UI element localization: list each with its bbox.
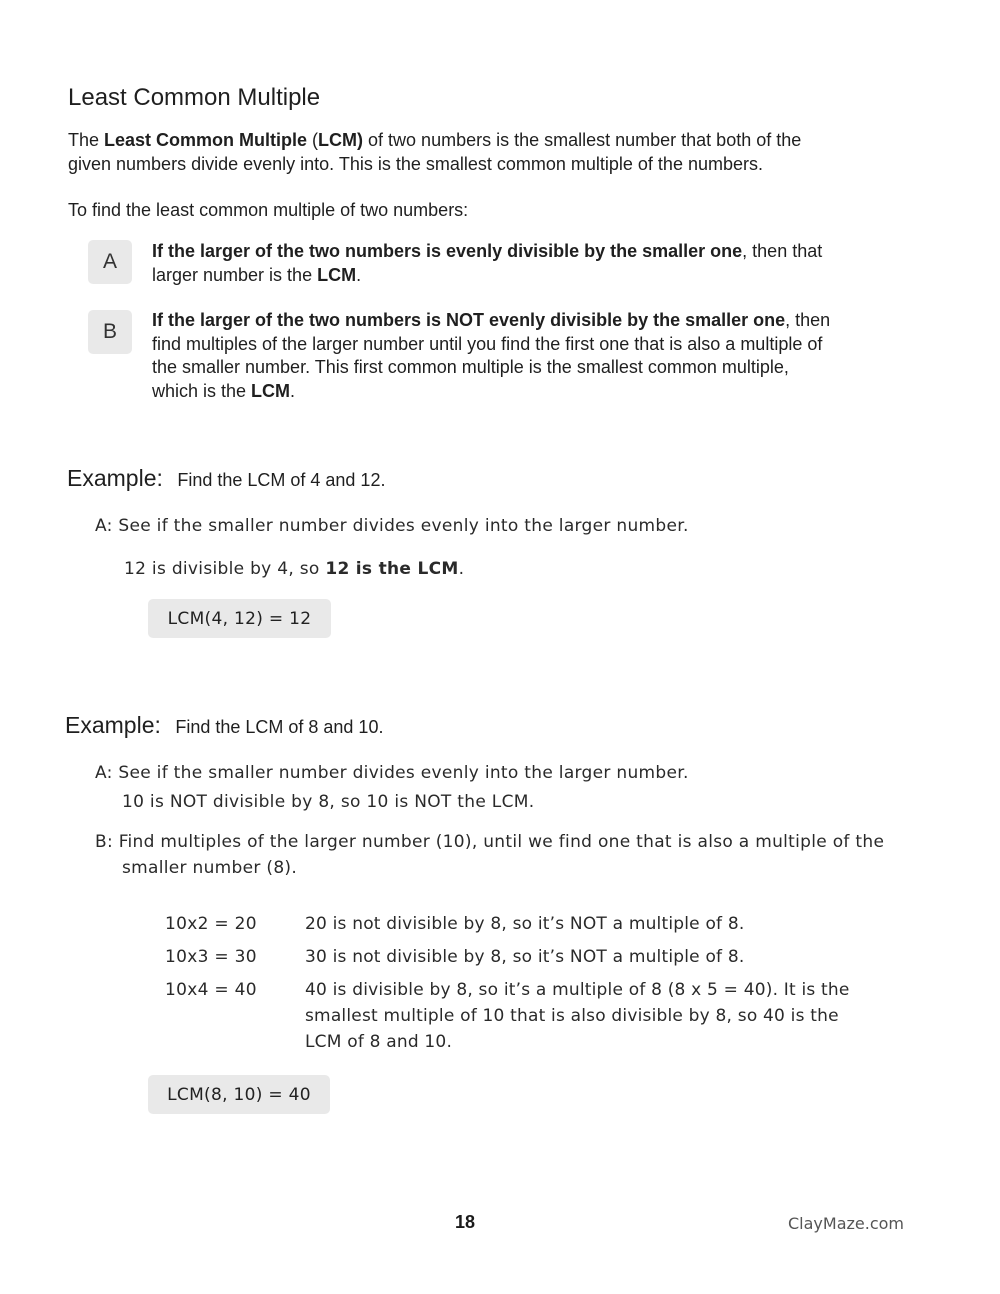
example-1-step-a-result: 12 is divisible by 4, so 12 is the LCM. (124, 559, 465, 579)
example-2-step-b-line-1: B: Find multiples of the larger number (10), until we find one that is also a multiple of the (95, 832, 885, 852)
example-1-step-a: A: See if the smaller number divides evenly into the larger number. (95, 516, 689, 536)
example-2-prompt: Find the LCM of 8 and 10. (175, 717, 384, 737)
example-2-step-a: A: See if the smaller number divides evenly into the larger number. (95, 763, 689, 783)
calc-expression-2: 10x3 = 30 (165, 947, 257, 967)
example-1-result-box: LCM(4, 12) = 12 (148, 599, 331, 638)
calc-explanation-3: 40 is divisible by 8, so it’s a multiple of 8 (8 x 5 = 40). It is the smallest multiple of 10 that is also divisible by 8, so 40 is the LCM of 8 and 10. (305, 980, 850, 1052)
intro-line-2: given numbers divide evenly into. This is the smallest common multiple of the numbers. (68, 154, 763, 174)
calc-explanation-2: 30 is not divisible by 8, so it’s NOT a multiple of 8. (305, 947, 745, 967)
rule-b-tag: B (88, 310, 132, 354)
intro-line-1: The Least Common Multiple (LCM) of two numbers is the smallest number that both of the (68, 130, 802, 150)
calc-expression-1: 10x2 = 20 (165, 914, 257, 934)
calc-expression-3: 10x4 = 40 (165, 980, 257, 1000)
example-2-heading (65, 712, 383, 739)
intro-paragraph (68, 128, 801, 176)
calc-explanation-1: 20 is not divisible by 8, so it’s NOT a multiple of 8. (305, 914, 745, 934)
site-name: ClayMaze.com (788, 1214, 904, 1233)
page-number: 18 (455, 1212, 476, 1232)
example-1-label: Example: (67, 465, 163, 491)
example-2-result-box: LCM(8, 10) = 40 (148, 1075, 330, 1114)
how-to-heading: To find the least common multiple of two numbers: (68, 200, 469, 220)
rule-a-text: If the larger of the two numbers is evenly divisible by the smaller one, then that larger number is the LCM. (152, 241, 823, 285)
example-2-step-a-result: 10 is NOT divisible by 8, so 10 is NOT the LCM. (122, 792, 535, 812)
example-2-step-b-line-2: smaller number (8). (122, 858, 298, 878)
rule-b-text: If the larger of the two numbers is NOT evenly divisible by the smaller one, then find multiples of the larger number until you find the first one that is also a multiple of the smaller number. This first common multiple is the smallest common multiple, which is the LCM. (152, 310, 831, 401)
rule-a-tag: A (88, 240, 132, 284)
example-2-label: Example: (65, 712, 161, 738)
example-1-prompt: Find the LCM of 4 and 12. (177, 470, 386, 490)
example-1-heading (67, 465, 385, 492)
page-title: Least Common Multiple (68, 84, 321, 111)
